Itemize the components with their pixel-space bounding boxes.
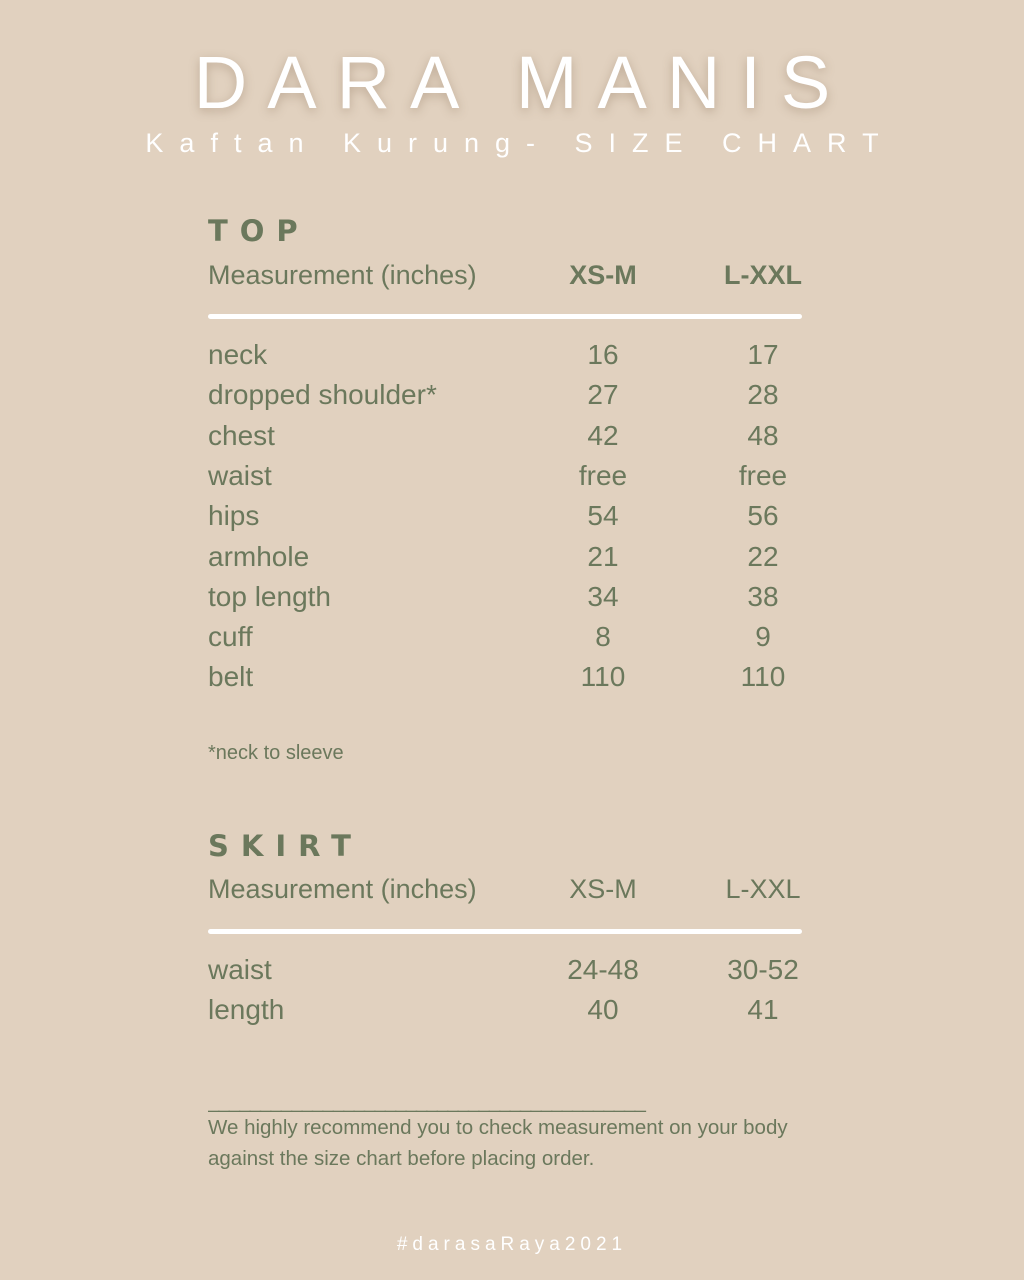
value-xs-m: 42 [587, 419, 619, 451]
table-row [208, 339, 808, 379]
row-label: length [208, 994, 285, 1026]
value-xs-m: 34 [587, 580, 619, 612]
divider [208, 314, 802, 319]
value-l-xxl: free [738, 459, 788, 491]
disclaimer-text: We highly recommend you to check measurement on your body against the size chart before placing order. [208, 1116, 788, 1170]
footnote: *neck to sleeve [208, 742, 344, 764]
divider [208, 929, 802, 934]
value-xs-m: 27 [587, 379, 619, 411]
table-row [208, 581, 808, 621]
value-xs-m: free [578, 459, 628, 491]
row-label: armhole [208, 540, 310, 572]
value-l-xxl: 41 [747, 994, 779, 1026]
table-row [208, 954, 808, 994]
value-l-xxl: 28 [747, 379, 779, 411]
brand-title: DARA MANIS [193, 41, 851, 124]
value-l-xxl: 48 [747, 419, 779, 451]
table-row [208, 661, 808, 701]
disclaimer [208, 1092, 808, 1174]
table-row [208, 420, 808, 460]
row-label: cuff [208, 621, 253, 653]
value-xs-m: 16 [587, 339, 619, 370]
value-xs-m: 110 [580, 661, 626, 693]
row-label: waist [208, 954, 272, 985]
value-xs-m: 54 [587, 500, 619, 532]
row-label: neck [208, 339, 268, 370]
value-l-xxl: 17 [747, 339, 779, 370]
row-label: hips [208, 500, 260, 532]
header-l-xxl: L-XXL [725, 874, 801, 904]
table-row [208, 621, 808, 661]
table-row [208, 379, 808, 419]
value-l-xxl: 22 [747, 540, 779, 572]
row-label: chest [208, 419, 275, 451]
table-row [208, 541, 808, 581]
header-measurement: Measurement (inches) [208, 874, 477, 904]
value-l-xxl: 9 [755, 621, 771, 653]
value-l-xxl: 30-52 [727, 954, 799, 985]
value-xs-m: 40 [587, 994, 619, 1026]
table-row [208, 994, 808, 1034]
row-label: waist [208, 459, 272, 491]
header-l-xxl: L-XXL [724, 260, 802, 290]
row-label: dropped shoulder* [208, 379, 437, 411]
subtitle: Kaftan Kurung- SIZE CHART [145, 128, 895, 158]
top-table-header [208, 260, 808, 300]
hashtag: #darasaRaya2021 [396, 1234, 628, 1255]
value-l-xxl: 56 [747, 500, 779, 532]
row-label: belt [208, 661, 254, 693]
header-xs-m: XS-M [569, 260, 637, 290]
table-row [208, 460, 808, 500]
value-l-xxl: 38 [747, 580, 779, 612]
table-row [208, 500, 808, 540]
value-xs-m: 8 [595, 621, 611, 653]
value-xs-m: 21 [587, 540, 619, 572]
row-label: top length [208, 580, 331, 612]
skirt-table-header [208, 874, 808, 914]
disclaimer-rule: __________________________________________ [208, 1092, 645, 1112]
header-xs-m: XS-M [569, 874, 637, 904]
value-xs-m: 24-48 [567, 954, 639, 985]
header-measurement: Measurement (inches) [208, 260, 477, 290]
value-l-xxl: 110 [740, 661, 786, 693]
top-section-title: TOP [208, 214, 310, 248]
skirt-section-title: SKIRT [208, 829, 363, 863]
